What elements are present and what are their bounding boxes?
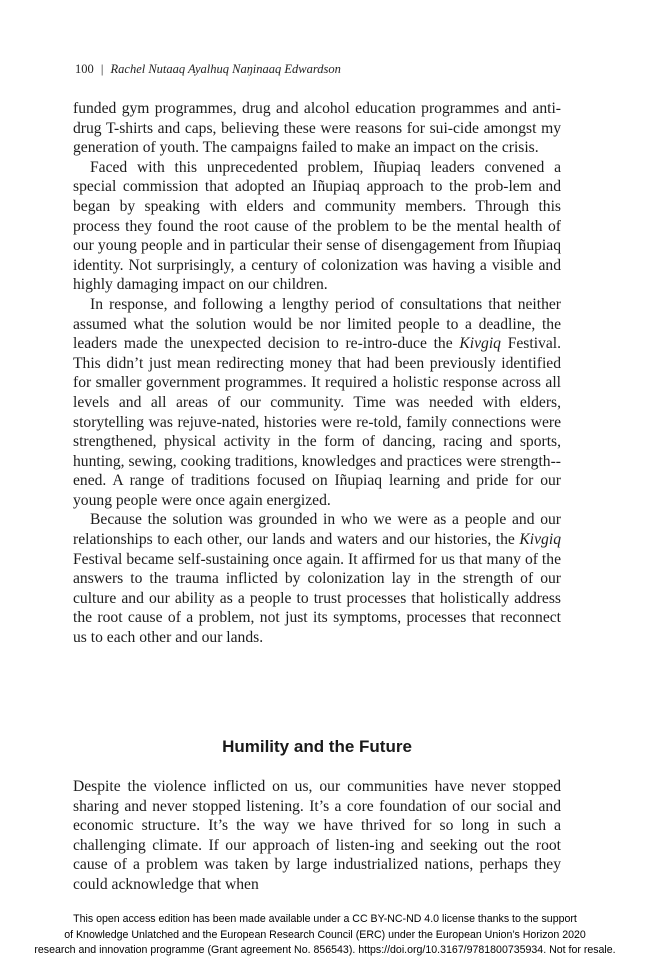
open-access-footer <box>0 912 650 959</box>
paragraph-commission: Faced with this unprecedented problem, Iñupiaq leaders convened a special commission that adopted an Iñupiaq approach to the prob-lem and began by speaking with elders and community members. Through this process they found the root cause of the problem to be the mental health of our young people and in particular their sense of disengagement from Iñupiaq identity. Not surprisingly, a century of colonization was having a visible and highly damaging impact on our children. <box>73 158 561 294</box>
footer-line: research and innovation programme (Grant agreement No. 856543). https://doi.org/10.3167/9781800735934. Not for resale. <box>34 944 616 956</box>
paragraph-text-segment: Because the solution was grounded in who we were as a people and our relationships to each other, our lands and waters and our histories, the <box>73 511 561 549</box>
page-number: 100 <box>75 62 94 76</box>
running-head <box>75 62 341 77</box>
running-head-author: Rachel Nutaaq Ayalhuq Naŋinaaq Edwardson <box>110 62 341 76</box>
festival-name-italic: Kivgiq <box>519 531 561 549</box>
paragraph-kivgiq-reintroduced <box>73 295 561 511</box>
paragraph-continued: funded gym programmes, drug and alcohol education programmes and anti-drug T-shirts and caps, believing these were reasons for sui-cide amongst my generation of youth. The campaigns failed to make an impact on the crisis. <box>73 100 561 157</box>
footer-line: This open access edition has been made available under a CC BY-NC-ND 4.0 license thanks to the support <box>73 913 577 925</box>
footer-line: of Knowledge Unlatched and the European Research Council (ERC) under the European Union’s Horizon 2020 <box>64 928 586 941</box>
section-heading: Humility and the Future <box>222 737 412 756</box>
running-head-separator: | <box>100 62 104 76</box>
festival-name-italic: Kivgiq <box>459 335 501 353</box>
paragraph-text-segment: Festival became self-sustaining once again. It affirmed for us that many of the answers to the trauma inflicted by colonization lay in the strength of our culture and our ability as a people to trust processes that holistically address the root cause of a problem, not just its symptoms, processes that reconnect us to each other and our lands. <box>73 550 561 647</box>
paragraph-self-sustaining <box>73 510 561 647</box>
paragraph-text-segment: In response, and following a lengthy period of consultations that neither assumed what the solution would be nor limited people to a deadline, the leaders made the unexpected decision to re-intro-duce the <box>73 295 561 353</box>
paragraph-humility: Despite the violence inflicted on us, our communities have never stopped sharing and never stopped listening. It’s a core foundation of our social and economic structure. It’s the way we have thrived for so long in such a challenging climate. If our approach of listen-ing and seeking out the root cause of a problem was taken by large industrialized nations, perhaps they could acknowledge that when <box>73 778 561 893</box>
paragraph-text-segment: Festival. This didn’t just mean redirecting money that had been previously identified for smaller government programmes. It required a holistic response across all levels and all areas of our community. Time was needed with elders, storytelling was rejuve-nated, histories were re-told, family connections were strengthened, physical activity in the form of dancing, racing and sports, hunting, sewing, cooking traditions, knowledges and practices were strength-ened. A range of traditions focused on Iñupiaq learning and pride for our young people were once again energized. <box>73 335 561 509</box>
body-section-2 <box>73 777 561 895</box>
body-section-1 <box>73 99 561 648</box>
